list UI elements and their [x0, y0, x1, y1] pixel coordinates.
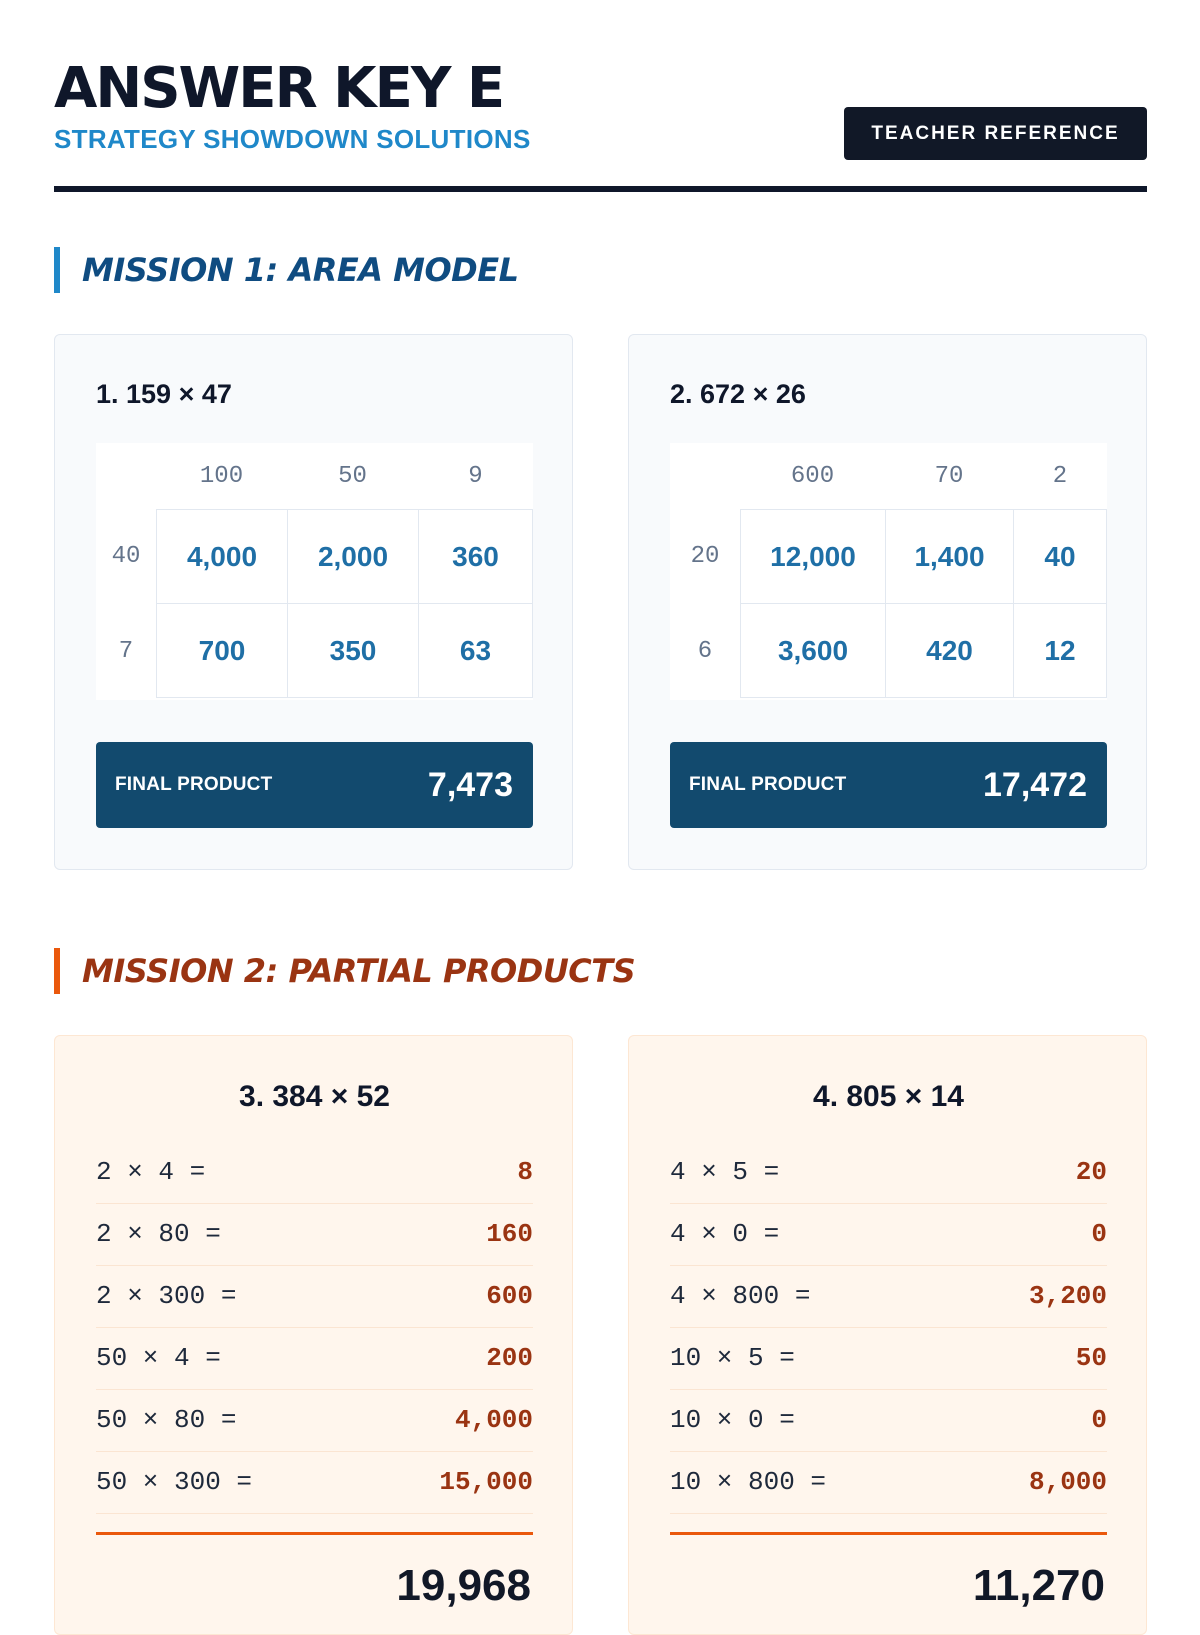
- partial-product-row: [96, 1328, 533, 1390]
- area-model-grid: [96, 443, 533, 700]
- total-divider: [670, 1532, 1107, 1535]
- partial-product-row: [670, 1452, 1107, 1514]
- partial-product-expression: 10 × 0 =: [670, 1405, 795, 1435]
- partial-product-expression: 2 × 4 =: [96, 1157, 206, 1187]
- partial-product-value: 15,000: [439, 1467, 533, 1497]
- partial-product-expression: 10 × 800 =: [670, 1467, 827, 1497]
- row-header: 6: [697, 638, 713, 665]
- partial-product-row: [96, 1266, 533, 1328]
- partial-product-row: [96, 1142, 533, 1204]
- grid-cell: 4,000: [156, 509, 288, 604]
- partial-product-value: 8: [517, 1157, 533, 1187]
- grid-cell: 12,000: [740, 509, 886, 604]
- partial-product-expression: 2 × 300 =: [96, 1281, 237, 1311]
- partial-product-expression: 50 × 4 =: [96, 1343, 221, 1373]
- partial-product-row: [670, 1204, 1107, 1266]
- partial-product-value: 0: [1091, 1405, 1107, 1435]
- final-product-bar: [96, 742, 533, 828]
- final-product-bar: [670, 742, 1107, 828]
- total-divider: [96, 1532, 533, 1535]
- grid-cell: 12: [1013, 603, 1107, 698]
- grid-cell: 700: [156, 603, 288, 698]
- mission-1-title: MISSION 1: AREA MODEL: [82, 251, 519, 289]
- partial-product-expression: 4 × 0 =: [670, 1219, 780, 1249]
- partial-product-expression: 2 × 80 =: [96, 1219, 221, 1249]
- final-product-value: 17,472: [983, 766, 1087, 804]
- partial-products-card-3: [54, 1035, 573, 1635]
- area-model-card-2: [628, 334, 1147, 870]
- grid-cell: 360: [418, 509, 533, 604]
- partial-product-row: [670, 1142, 1107, 1204]
- partial-product-value: 160: [486, 1219, 533, 1249]
- answer-key-page: [54, 0, 1147, 1610]
- grid-cell: 420: [885, 603, 1014, 698]
- problem-label: 3. 384 × 52: [239, 1080, 390, 1113]
- partial-product-row: [670, 1328, 1107, 1390]
- grid-cell: 63: [418, 603, 533, 698]
- row-header: 40: [111, 543, 141, 570]
- problem-label: 1. 159 × 47: [96, 379, 232, 409]
- grid-cell: 2,000: [287, 509, 419, 604]
- partial-product-expression: 10 × 5 =: [670, 1343, 795, 1373]
- partial-product-expression: 4 × 5 =: [670, 1157, 780, 1187]
- partial-product-expression: 50 × 300 =: [96, 1467, 253, 1497]
- partial-product-value: 3,200: [1028, 1281, 1107, 1311]
- column-header: 9: [468, 462, 483, 490]
- mission-2-title: MISSION 2: PARTIAL PRODUCTS: [82, 952, 636, 990]
- partial-product-value: 600: [486, 1281, 533, 1311]
- final-product-label: FINAL PRODUCT: [689, 774, 847, 795]
- row-header: 7: [118, 638, 134, 665]
- page-subtitle: STRATEGY SHOWDOWN SOLUTIONS: [54, 124, 531, 154]
- page-header: [54, 54, 1147, 194]
- partial-product-row: [96, 1390, 533, 1452]
- partial-product-row: [96, 1204, 533, 1266]
- problem-label: 2. 672 × 26: [670, 379, 806, 409]
- grid-cell: 40: [1013, 509, 1107, 604]
- column-header: 600: [790, 462, 835, 490]
- teacher-reference-badge: TEACHER REFERENCE: [844, 107, 1147, 160]
- page-title: ANSWER KEY E: [54, 56, 504, 121]
- partial-product-value: 4,000: [454, 1405, 533, 1435]
- partial-product-value: 0: [1091, 1219, 1107, 1249]
- column-header: 2: [1052, 462, 1068, 490]
- mission-1-heading: [54, 247, 518, 293]
- partial-product-value: 8,000: [1028, 1467, 1107, 1497]
- partial-products-list: [670, 1142, 1107, 1514]
- problem-label: 4. 805 × 14: [813, 1080, 964, 1113]
- partial-product-value: 50: [1075, 1343, 1107, 1373]
- partial-product-expression: 50 × 80 =: [96, 1405, 237, 1435]
- partial-products-list: [96, 1142, 533, 1514]
- column-header: 50: [338, 462, 367, 490]
- final-product-label: FINAL PRODUCT: [115, 774, 273, 795]
- final-product-value: 7,473: [427, 766, 513, 804]
- mission-1-accent-bar: [54, 247, 60, 293]
- partial-product-expression: 4 × 800 =: [670, 1281, 811, 1311]
- area-model-grid: [670, 443, 1107, 700]
- grid-cell: 350: [287, 603, 419, 698]
- grid-cell: 1,400: [885, 509, 1014, 604]
- partial-products-total: 19,968: [396, 1561, 531, 1610]
- partial-product-row: [96, 1452, 533, 1514]
- partial-products-total: 11,270: [972, 1561, 1105, 1610]
- area-model-card-1: [54, 334, 573, 870]
- header-divider: [54, 186, 1147, 192]
- grid-cell: 3,600: [740, 603, 886, 698]
- partial-product-row: [670, 1266, 1107, 1328]
- column-header: 70: [934, 462, 964, 490]
- partial-product-value: 20: [1075, 1157, 1107, 1187]
- column-header: 100: [199, 462, 244, 490]
- mission-2-heading: [54, 948, 635, 994]
- mission-2-accent-bar: [54, 948, 60, 994]
- partial-products-card-4: [628, 1035, 1147, 1635]
- partial-product-value: 200: [486, 1343, 533, 1373]
- partial-product-row: [670, 1390, 1107, 1452]
- row-header: 20: [690, 543, 720, 570]
